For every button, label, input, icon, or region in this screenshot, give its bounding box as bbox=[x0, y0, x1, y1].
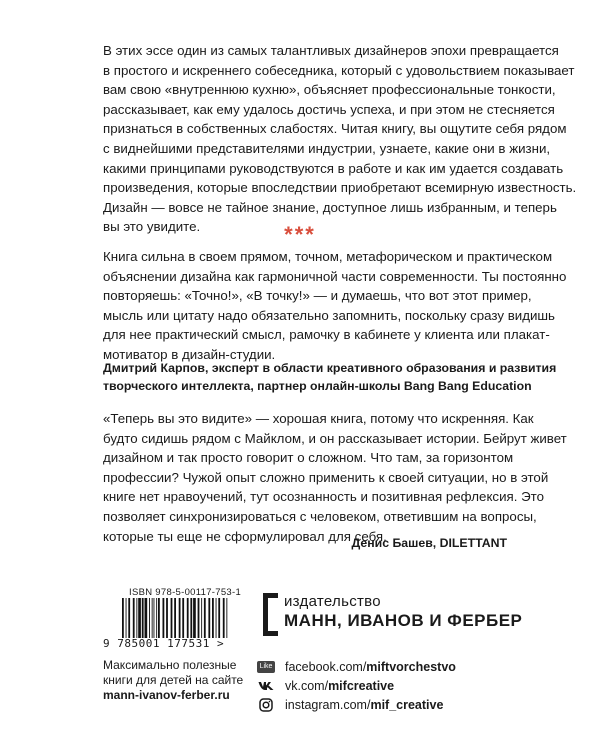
review-1-line: мотиватор в дизайн-студии. bbox=[103, 346, 276, 362]
intro-line: вы это увидите. bbox=[103, 219, 201, 235]
isbn-label: ISBN 978-5-00117-753-1 bbox=[129, 587, 242, 598]
promo-line-1: Максимально полезные bbox=[103, 658, 237, 672]
barcode-bar bbox=[226, 598, 227, 638]
review-2-line: дизайном и так просто говорит о сложном. Что там, за горизонтом bbox=[103, 450, 514, 466]
intro-line: признаться в собственных слабостях. Читая книгу, вы ощутите себя рядом bbox=[103, 121, 567, 137]
barcode-bar bbox=[190, 598, 192, 638]
barcode-bar bbox=[204, 598, 206, 638]
barcode-bar bbox=[182, 598, 184, 638]
facebook-link[interactable] bbox=[255, 658, 456, 676]
intro-line: в простого и искреннего собеседника, который с удовольствием показывает bbox=[103, 62, 575, 78]
intro-line: произведения, которые впоследствии приобретают всемирную известность. bbox=[103, 180, 577, 196]
intro-line: вам свою «внутреннюю кухню», объясняет профессиональные тонкости, bbox=[103, 82, 556, 98]
review-2-line: книге нет нравоучений, тут осознанность и позитивная рефлексия. Это bbox=[103, 489, 544, 505]
barcode-bar bbox=[193, 598, 196, 638]
barcode-digits: 9 785001 177531 > bbox=[103, 637, 225, 650]
barcode-bar bbox=[198, 598, 200, 638]
promo-site-link[interactable]: mann-ivanov-ferber.ru bbox=[103, 688, 230, 702]
facebook-prefix: facebook.com/ bbox=[285, 660, 367, 674]
publisher-name: МАНН, ИВАНОВ И ФЕРБЕР bbox=[284, 611, 523, 630]
like-badge-label: Like bbox=[259, 663, 273, 670]
barcode-bar bbox=[163, 598, 165, 638]
barcode-bar bbox=[136, 598, 137, 638]
barcode-bar bbox=[142, 598, 144, 638]
review-1-signature-line: творческого интеллекта, партнер онлайн-школы Bang Bang Education bbox=[103, 379, 532, 393]
review-2-signature: Денис Башев, DILETTANT bbox=[351, 536, 507, 550]
review-1-signature-line: Дмитрий Карпов, эксперт в области креативного образования и развития bbox=[103, 361, 557, 375]
review-1-line: повторяешь: «Точно!», «В точку!» — и думаешь, что вот этот пример, bbox=[103, 288, 532, 304]
barcode-bar bbox=[187, 598, 189, 638]
review-1-line: для нее практический смысл, рамочку в кабинете у клиента или плакат- bbox=[103, 327, 550, 343]
facebook-handle: miftvorchestvo bbox=[366, 660, 456, 674]
vk-link[interactable] bbox=[255, 677, 394, 695]
instagram-icon bbox=[255, 698, 277, 712]
vk-icon bbox=[255, 681, 277, 691]
vk-prefix: vk.com/ bbox=[285, 679, 329, 693]
publisher-bracket-logo bbox=[263, 593, 278, 636]
barcode-bar bbox=[145, 598, 148, 638]
review-1-line: Книга сильна в своем прямом, точном, метафорическом и практическом bbox=[103, 249, 553, 264]
barcode-bar bbox=[216, 598, 217, 638]
intro-paragraph bbox=[103, 41, 577, 237]
review-2-line: профессии? Чужой опыт сложно применить к своей ситуации, но в этой bbox=[103, 469, 549, 485]
section-separator: *** bbox=[284, 222, 316, 247]
barcode-bar bbox=[138, 598, 141, 638]
instagram-handle: mif_creative bbox=[370, 698, 444, 712]
barcode-bar bbox=[154, 598, 155, 638]
barcode-bar bbox=[212, 598, 214, 638]
review-2-line: «Теперь вы это видите» — хорошая книга, потому что искренняя. Как bbox=[103, 411, 534, 426]
review-1-paragraph bbox=[103, 247, 567, 365]
review-2-line: будто сидишь рядом с Майклом, и он рассказывает истории. Бейрут живет bbox=[103, 430, 567, 446]
barcode-bar bbox=[201, 598, 202, 638]
intro-line: В этих эссе один из самых талантливых дизайнеров эпохи превращается bbox=[103, 43, 559, 58]
barcode-bar bbox=[122, 598, 124, 638]
barcode-bar bbox=[171, 598, 173, 638]
barcode-bar bbox=[223, 598, 225, 638]
intro-line: рассказывает, как ему удалось достичь успеха, и при этом не стесняется bbox=[103, 101, 555, 117]
publisher-label: издательство bbox=[284, 593, 381, 610]
review-1-line: объяснении дизайна как гармоничной части современности. Ты постоянно bbox=[103, 268, 567, 284]
intro-line: Дизайн — вовсе не тайное знание, доступное лишь избранным, и теперь bbox=[103, 199, 557, 215]
barcode-bar bbox=[208, 598, 210, 638]
facebook-like-icon bbox=[255, 661, 277, 673]
review-1-signature bbox=[103, 359, 557, 395]
vk-handle: mifcreative bbox=[328, 679, 395, 693]
barcode-bar bbox=[158, 598, 160, 638]
barcode-bar bbox=[218, 598, 220, 638]
barcode-bar bbox=[133, 598, 135, 638]
promo-line-2: книги для детей на сайте bbox=[103, 673, 244, 687]
barcode-bar bbox=[156, 598, 157, 638]
instagram-link[interactable] bbox=[255, 696, 443, 714]
barcode-bar bbox=[166, 598, 168, 638]
intro-line: с виднейшими представителями индустрии, узнаете, какие они в жизни, bbox=[103, 140, 551, 156]
barcode-bar bbox=[152, 598, 153, 638]
review-2-line: которые ты еще не сформулировал для себя. bbox=[103, 528, 387, 544]
intro-line: какими принципами руководствуются в работе и как им удается создавать bbox=[103, 160, 564, 176]
review-1-line: мысль или цитату надо обязательно запомнить, поскольку сразу видишь bbox=[103, 307, 555, 323]
barcode-bar bbox=[149, 598, 150, 638]
review-2-line: позволяет синхронизироваться с человеком, ответившим на вопросы, bbox=[103, 508, 537, 524]
promo-text bbox=[103, 658, 243, 703]
barcode-bar bbox=[179, 598, 181, 638]
barcode bbox=[120, 598, 232, 638]
barcode-bar bbox=[174, 598, 176, 638]
instagram-prefix: instagram.com/ bbox=[285, 698, 371, 712]
barcode-bar bbox=[128, 598, 130, 638]
review-2-paragraph bbox=[103, 409, 567, 546]
barcode-bar bbox=[126, 598, 127, 638]
